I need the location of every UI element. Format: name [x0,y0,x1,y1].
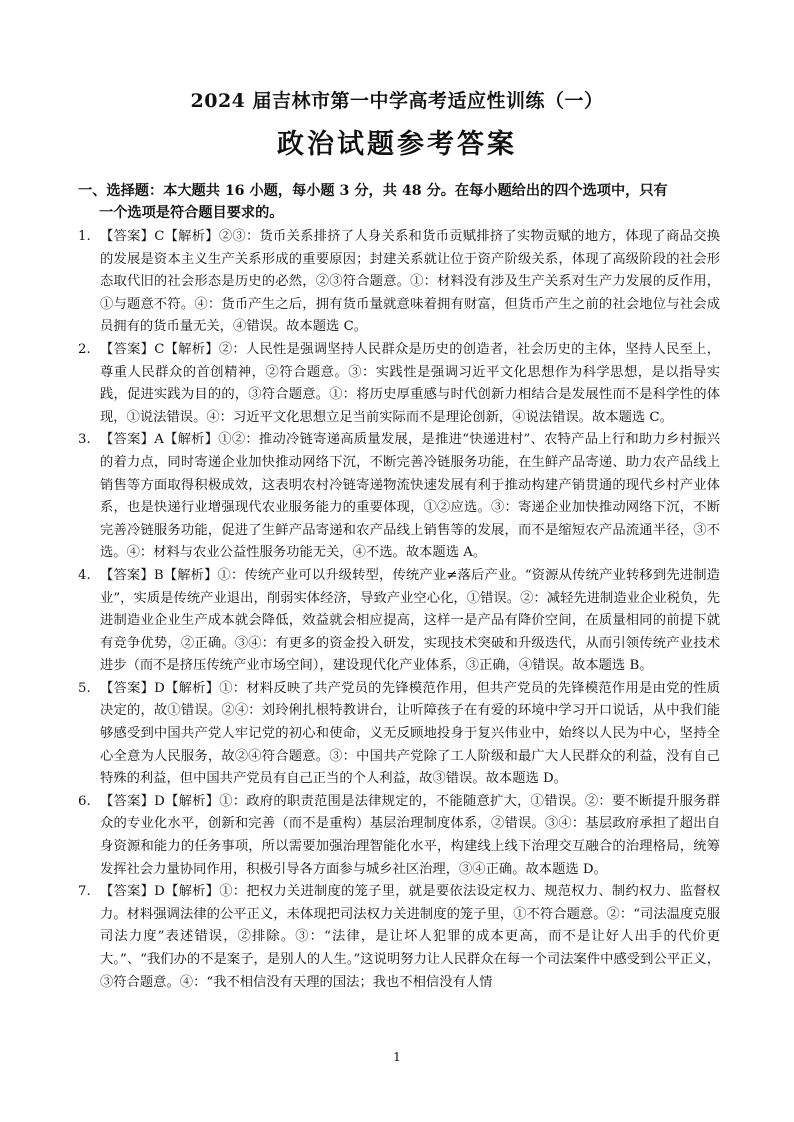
answer-list [78,226,720,994]
answer-number: 2. [78,341,91,357]
answer-number: 7. [78,884,91,900]
section-heading-line-1: 一、选择题：本大题共 16 小题，每小题 3 分，共 48 分。在每小题给出的四个选项中，只有 [78,183,668,199]
answer-text: 【答案】C【解析】②：人民性是强调坚持人民群众是历史的创造者，社会历史的主体，坚持人民至上，尊重人民群众的首创精神，②符合题意。③：实践性是强调习近平文化思想作为科学思想，是以指导实践，促进实践为目的的，③符合题意。①：将历史厚重感与时代创新力相结合是发展性而不是科学性的体现，①说法错误。④：习近平文化思想立足当前实际而不是理论创新，④说法错误。故本题选 C。 [100,341,720,425]
answer-item-7 [78,881,720,994]
exam-title: 2024 届吉林市第一中学高考适应性训练（一） [190,90,604,112]
page-number: 1 [393,1050,401,1064]
section-heading [78,180,728,224]
answer-text: 【答案】D【解析】①：材料反映了共产党员的先锋模范作用，但共产党员的先锋模范作用是由党的性质决定的，故①错误。②④：刘玲俐扎根特教讲台，让听障孩子在有爱的环境中学习开口说话，从中我们能够感受到中国共产党人牢记党的初心和使命，义无反顾地投身于复兴伟业中，始终以人民为中心，坚持全心全意为人民服务，故②④符合题意。③：中国共产党除了工人阶级和最广大人民群众的利益，没有自己特殊的利益，但中国共产党员有自己正当的个人利益，故③错误。故本题选 D。 [100,680,720,787]
answer-text: 【答案】D【解析】①：政府的职责范围是法律规定的，不能随意扩大，①错误。②：要不断提升服务群众的专业化水平，创新和完善（而不是重构）基层治理制度体系，②错误。③④：基层政府承担了超出自身资源和能力的任务事项，所以需要加强治理智能化水平，构建线上线下治理交互融合的治理格局，统筹发挥社会力量协同作用，积极引导各方面参与城乡社区治理，③④正确。故本题选 D。 [100,793,720,877]
answer-number: 5. [78,680,91,696]
answer-number: 6. [78,793,91,809]
answer-item-3 [78,429,720,565]
answer-text: 【答案】A【解析】①②：推动冷链寄递高质量发展，是推进“快递进村”、农特产品上行和助力乡村振兴的着力点，同时寄递企业加快推动网络下沉，不断完善冷链服务功能，在生鲜产品寄递、助力农产品线上销售等方面取得积极成效，这表明农村冷链寄递物流快速发展有利于推动构建产销贯通的现代乡村产业体系，也是快递行业增强现代农业服务能力的重要体现，①②应选。③：寄递企业加快推动网络下沉，不断完善冷链服务功能，促进了生鲜产品寄递和农产品线上销售等的发展，而不是缩短农产品流通半径，③不选。④：材料与农业公益性服务功能无关，④不选。故本题选 A。 [100,432,720,561]
section-heading-line-2: 一个选项是符合题目要求的。 [99,205,284,221]
answer-text: 【答案】C【解析】②③：货币关系排挤了人身关系和货币贡赋排挤了实物贡赋的地方，体现了商品交换的发展是资本主义生产关系形成的重要原因；封建关系就让位于资产阶级关系，体现了高级阶段的社会形态取代旧的社会形态是历史的必然，②③符合题意。①：材料没有涉及生产关系对生产力发展的反作用，①与题意不符。④：货币产生之后，拥有货币量就意味着拥有财富，但货币产生之前的社会地位与社会成员拥有的货币量无关，④错误。故本题选 C。 [100,229,720,335]
answer-number: 4. [78,567,91,583]
answer-item-6 [78,791,720,881]
answer-number: 1. [78,229,91,244]
answer-number: 3. [78,432,91,448]
answer-item-5 [78,678,720,791]
answer-text: 【答案】B【解析】①：传统产业可以升级转型，传统产业≠落后产业。“资源从传统产业转移到先进制造业”，实质是传统产业退出，削弱实体经济，导致产业空心化，①错误。②：减轻先进制造业企业税负，先进制造业企业生产成本就会降低，效益就会相应提高，这样一是产品有降价空间，在质量相同的前提下就有竞争优势，②正确。③④：有更多的资金投入研发，实现技术突破和升级迭代，从而引领传统产业技术进步（而不是挤压传统产业市场空间），建设现代化产业体系，③正确，④错误。故本题选 B。 [100,567,720,674]
answer-text: 【答案】D【解析】①：把权力关进制度的笼子里，就是要依法设定权力、规范权力、制约权力、监督权力。材料强调法律的公平正义，未体现把司法权力关进制度的笼子里，①不符合题意。②：“司法温度克服司法力度”表述错误，②排除。③：“法律，是让坏人犯罪的成本更高，而不是让好人出手的代价更大。”、“我们办的不是案子，是别人的人生。”这说明努力让人民群众在每一个司法案件中感受到公平正义，③符合题意。④：“我不相信没有天理的国法；我也不相信没有人情 [100,884,720,990]
answer-item-1 [78,226,720,339]
answer-key-title: 政治试题参考答案 [277,129,517,160]
answer-item-4 [78,565,720,678]
answer-item-2 [78,339,720,429]
